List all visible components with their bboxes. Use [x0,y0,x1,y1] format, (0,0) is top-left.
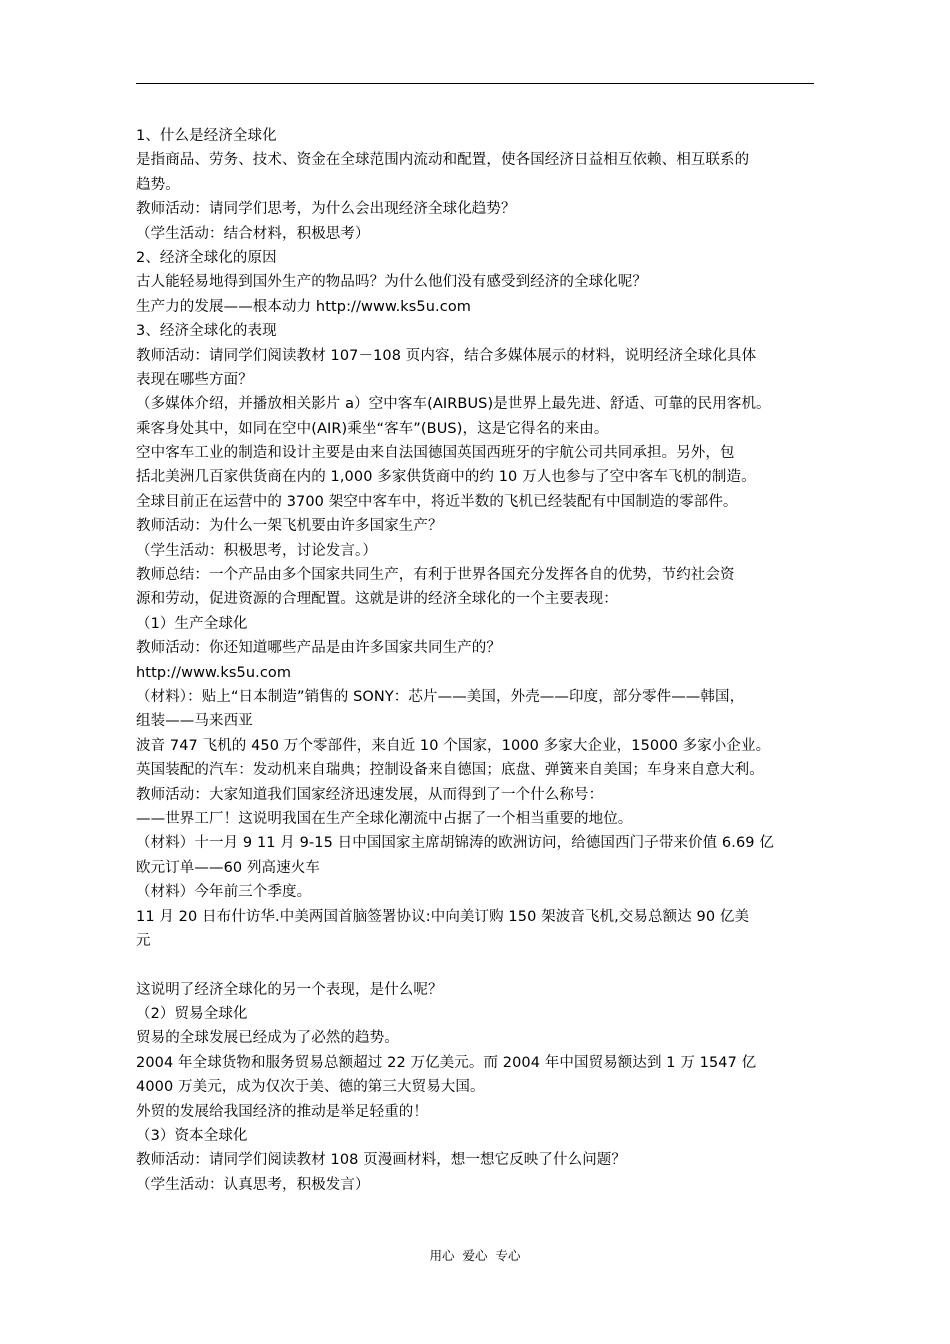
text-line: 波音 747 飞机的 450 万个零部件，来自近 10 个国家，1000 多家大企业，15000 多家小企业。 [136,737,771,754]
text-line: （学生活动：认真思考，积极发言） [136,1176,370,1193]
text-line: （1）生产全球化 [136,615,248,632]
text-line: 教师活动：请同学们思考，为什么会出现经济全球化趋势？ [136,201,516,218]
text-line: 这说明了经济全球化的另一个表现，是什么呢？ [136,981,443,998]
text-line: 源和劳动，促进资源的合理配置。这就是讲的经济全球化的一个主要表现： [136,591,618,608]
text-line: 英国装配的汽车：发动机来自瑞典；控制设备来自德国；底盘、弹簧来自美国；车身来自意大利。 [136,762,764,779]
text-line: 教师活动：请同学们阅读教材 108 页漫画材料，想一想它反映了什么问题？ [136,1152,626,1169]
text-line: （2）贸易全球化 [136,1006,248,1023]
text-line: 教师总结：一个产品由多个国家共同生产，有利于世界各国充分发挥各自的优势，节约社会资 [136,567,735,584]
text-line: 贸易的全球发展已经成为了必然的趋势。 [136,1030,399,1047]
text-line: 空中客车工业的制造和设计主要是由来自法国德国英国西班牙的宇航公司共同承担。另外，包 [136,445,735,462]
text-line: 括北美洲几百家供货商在内的 1,000 多家供货商中的约 10 万人也参与了空中客车飞机的制造。 [136,469,756,486]
text-line: （多媒体介绍，并播放相关影片 a）空中客车(AIRBUS)是世界上最先进、舒适、可靠的民用客机。 [136,396,771,413]
text-line: 全球目前正在运营中的 3700 架空中客车中，将近半数的飞机已经装配有中国制造的零部件。 [136,493,738,510]
text-line: 4000 万美元，成为仅次于美、德的第三大贸易大国。 [136,1079,485,1096]
text-line: 欧元订单——60 列高速火车 [136,859,320,876]
text-line: 乘客身处其中，如同在空中(AIR)乘坐“客车”(BUS)，这是它得名的来由。 [136,420,609,437]
text-line: 3、经济全球化的表现 [136,323,277,340]
text-line: 2、经济全球化的原因 [136,249,277,266]
text-line: （3）资本全球化 [136,1128,248,1145]
text-line: 外贸的发展给我国经济的推动是举足轻重的！ [136,1103,428,1120]
text-line: 教师活动：为什么一架飞机要由许多国家生产？ [136,518,443,535]
text-line: 11 月 20 日布什访华.中美两国首脑签署协议:中向美订购 150 架波音飞机,交易总额达 90 亿美 [136,908,750,925]
text-line: 教师活动：你还知道哪些产品是由许多国家共同生产的？ [136,640,501,657]
text-line: 2004 年全球货物和服务贸易总额超过 22 万亿美元。而 2004 年中国贸易额达到 1 万 1547 亿 [136,1054,757,1071]
text-line: ——世界工厂！这说明我国在生产全球化潮流中占据了一个相当重要的地位。 [136,810,633,827]
text-line: （材料）今年前三个季度。 [136,884,312,901]
text-line: 元 [136,932,151,949]
text-line: （学生活动：积极思考，讨论发言。） [136,542,377,559]
text-line: 教师活动：请同学们阅读教材 107－108 页内容，结合多媒体展示的材料，说明经济全球化具体 [136,347,757,364]
text-line: 生产力的发展——根本动力 http://www.ks5u.com [136,298,472,315]
text-line: （学生活动：结合材料，积极思考） [136,225,370,242]
text-line: 教师活动：大家知道我们国家经济迅速发展，从而得到了一个什么称号： [136,786,604,803]
blank-line [136,953,816,977]
text-line: （材料）：贴上“日本制造”销售的 SONY：芯片——美国，外壳——印度，部分零件——韩国， [136,688,745,705]
header-rule [136,83,814,84]
text-line: 是指商品、劳务、技术、资金在全球范围内流动和配置，使各国经济日益相互依赖、相互联系的 [136,152,750,169]
text-line: 趋势。 [136,176,180,193]
text-line: http://www.ks5u.com [136,664,292,681]
document-body [136,124,816,1197]
text-line: 组装——马来西亚 [136,713,253,730]
text-line: 古人能轻易地得到国外生产的物品吗？为什么他们没有感受到经济的全球化呢？ [136,274,647,291]
text-line: 表现在哪些方面？ [136,371,253,388]
text-line: （材料）十一月 9 11 月 9-15 日中国国家主席胡锦涛的欧洲访问，给德国西门子带来价值 6.69 亿 [136,835,774,852]
page-footer: 用心 爱心 专心 [429,1248,521,1263]
text-line: 1、什么是经济全球化 [136,128,277,144]
